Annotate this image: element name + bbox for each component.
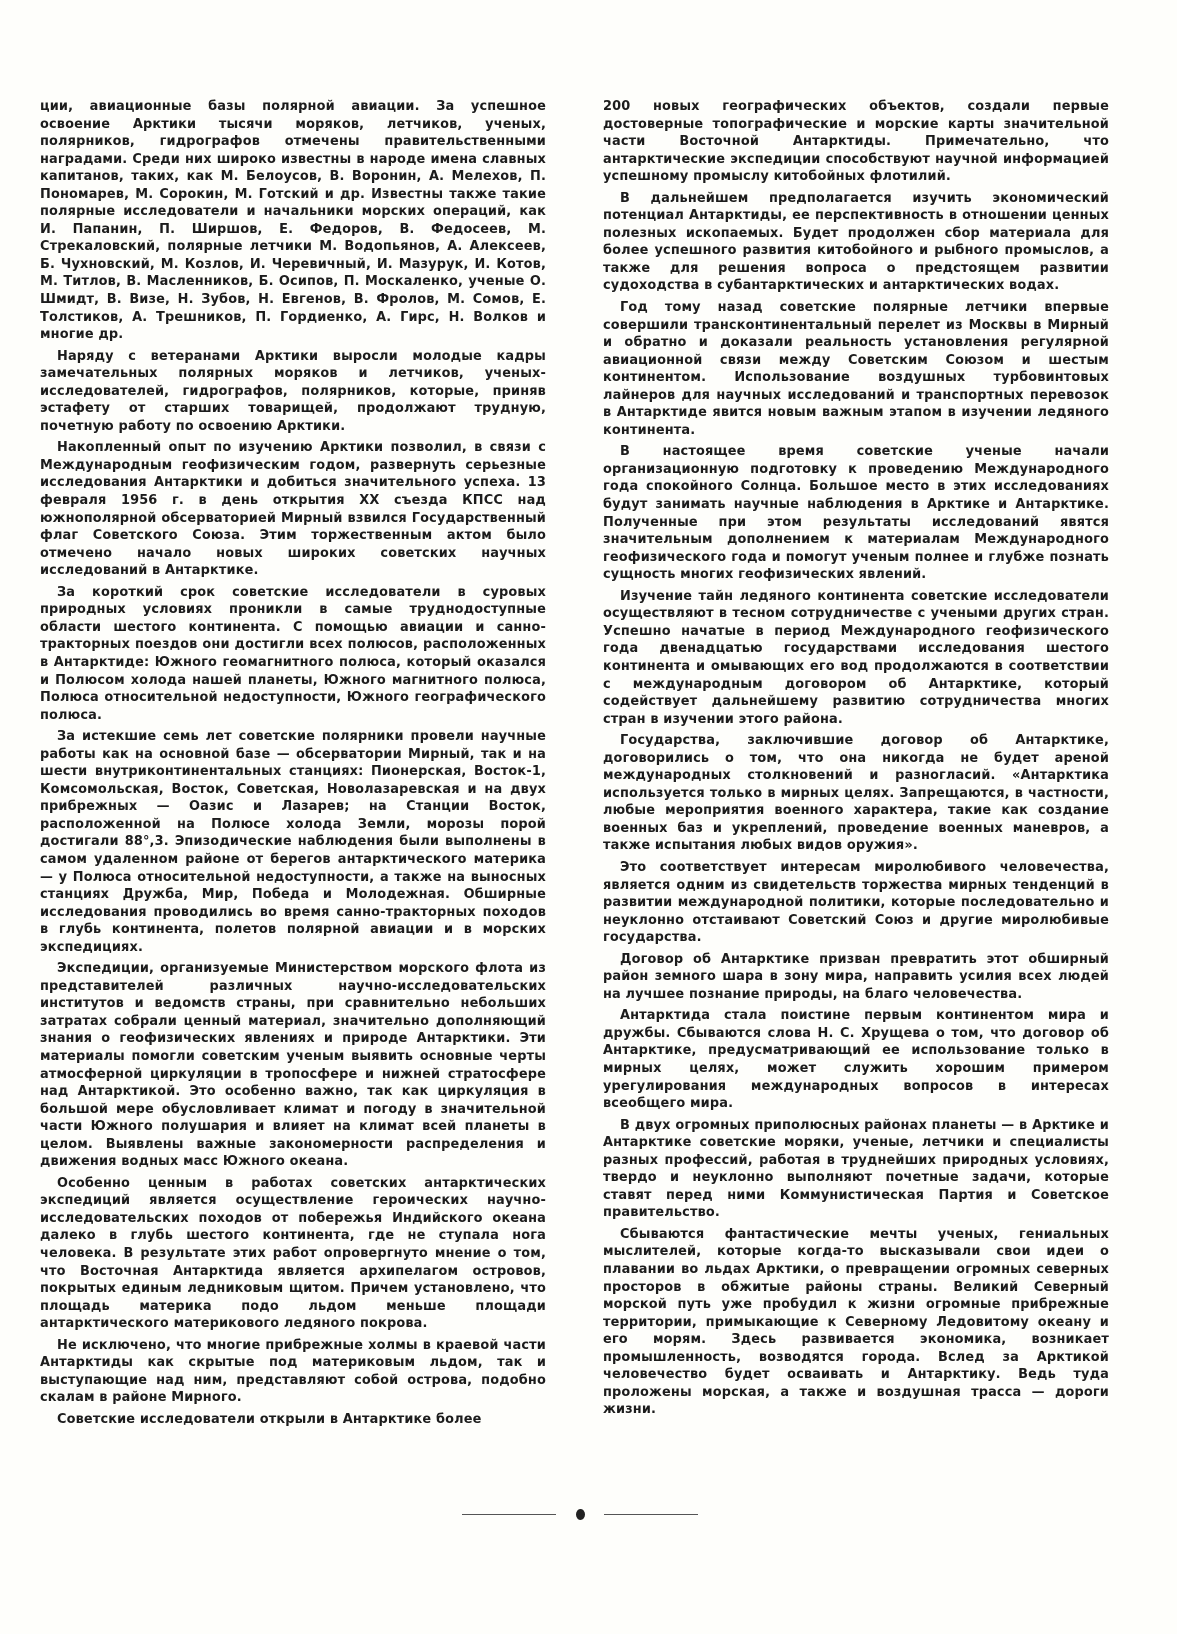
paragraph: 200 новых географических объектов, создали первые достоверные топографические и морские карты значительной части Восточной Антарктиды. Примечательно, что антарктические экспедиции способствуют научной информацией успешному промыслу китобойных флотилий. [603, 99, 1109, 185]
paragraph: ции, авиационные базы полярной авиации. За успешное освоение Арктики тысячи моряков, летчиков, ученых, полярников, гидрографов отмечены правительственными наградами. Среди них широко известны в народе имена славных капитанов, таких, как М. Белоусов, В. Воронин, А. Мелехов, П. Пономарев, М. Сорокин, М. Готский и др. Известны также такие полярные исследователи и начальники морских операций, как И. Папанин, П. Ширшов, Е. Федоров, В. Федосеев, М. Стрекаловский, полярные летчики М. Водопьянов, А. Алексеев, Б. Чухновский, М. Козлов, И. Черевичный, И. Мазурук, И. Котов, М. Титлов, В. Масленников, Б. Осипов, П. Москаленко, ученые О. Шмидт, В. Визе, Н. Зубов, Н. Евгенов, В. Фролов, М. Сомов, Е. Толстиков, А. Трешников, П. Гордиенко, А. Гирс, Н. Волков и многие др. [40, 99, 546, 343]
right-column [603, 98, 1109, 1423]
paragraph: Наряду с ветеранами Арктики выросли молодые кадры замечательных полярных моряков и летчиков, ученых-исследователей, гидрографов, полярников, которые, приняв эстафету от старших товарищей, продолжают трудную, почетную работу по освоению Арктики. [40, 348, 546, 434]
paragraph: В дальнейшем предполагается изучить экономический потенциал Антарктиды, ее перспективность в отношении ценных полезных ископаемых. Будет продолжен сбор материала для более успешного развития китобойного и рыбного промыслов, а также для решения вопроса о предстоящем развитии судоходства в субантарктических и антарктических водах. [603, 190, 1109, 294]
paragraph: Особенно ценным в работах советских антарктических экспедиций является осуществление героических научно-исследовательских походов от побережья Индийского океана далеко в глубь шестого континента, где не ступала нога человека. В результате этих работ опровергнуто мнение о том, что Восточная Антарктида является архипелагом островов, покрытых единым ледниковым щитом. Причем установлено, что площадь материка подо льдом меньше площади антарктического материкового ледяного покрова. [40, 1175, 546, 1332]
paragraph: Сбываются фантастические мечты ученых, гениальных мыслителей, которые когда-то высказывали свои идеи о плавании во льдах Арктики, о превращении огромных северных просторов в обжитые районы страны. Великий Северный морской путь уже пробудил к жизни огромные прибрежные территории, примыкающие к Северному Ледовитому океану и его морям. Здесь развивается экономика, возникает промышленность, возводятся города. Вслед за Арктикой человечество будет осваивать и Антарктику. Ведь туда проложены морская, а также и воздушная трасса — дороги жизни. [603, 1226, 1109, 1418]
paragraph: Советские исследователи открыли в Антарктике более [57, 1411, 482, 1427]
ornament-line-right [604, 1514, 698, 1515]
paragraph: За короткий срок советские исследователи в суровых природных условиях проникли в самые труднодоступные области шестого континента. С помощью авиации и санно-тракторных поездов они достигли всех полюсов, расположенных в Антарктиде: Южного геомагнитного полюса, который оказался и Полюсом холода нашей планеты, Южного магнитного полюса, Полюса относительной недоступности, Южного географического полюса. [40, 584, 546, 723]
paragraph: Договор об Антарктике призван превратить этот обширный район земного шара в зону мира, направить усилия всех людей на лучшее познание природы, на благо человечества. [603, 951, 1109, 1002]
paragraph: Год тому назад советские полярные летчики впервые совершили трансконтинентальный перелет из Москвы в Мирный и обратно и доказали реальность установления регулярной авиационной связи между Советским Союзом и шестым континентом. Использование воздушных турбовинтовых лайнеров для научных исследований и транспортных перевозок в Антарктиде явится новым важным этапом в изучении ледяного континента. [603, 300, 1109, 438]
paragraph: Государства, заключившие договор об Антарктике, договорились о том, что она никогда не будет ареной международных столкновений и разногласий. «Антарктика используется только в мирных целях. Запрещаются, в частности, любые мероприятия военного характера, такие как создание военных баз и укреплений, проведение военных маневров, а также испытания любых видов оружия». [603, 733, 1109, 854]
paragraph: Это соответствует интересам миролюбивого человечества, является одним из свидетельств торжества мирных тенденций в развитии международной политики, которые последовательно и неуклонно отстаивают Советский Союз и другие миролюбивые государства. [603, 859, 1109, 946]
paragraph: Антарктида стала поистине первым континентом мира и дружбы. Сбываются слова Н. С. Хрущева о том, что договор об Антарктике, предусматривающий ее использование только в мирных целях, может служить хорошим примером урегулирования международных вопросов в интересах всеобщего мира. [603, 1008, 1109, 1112]
page-footer-ornament [462, 1509, 698, 1519]
left-column [40, 98, 546, 1432]
page-ornament-dot-icon [576, 1509, 585, 1520]
paragraph: Экспедиции, организуемые Министерством морского флота из представителей различных научно-исследовательских институтов и ведомств страны, при сравнительно небольших затратах собрали ценный материал, значительно дополняющий знания о геофизических явлениях и природе Антарктики. Эти материалы помогли советским ученым выявить основные черты атмосферной циркуляции в тропосфере и нижней стратосфере над Антарктикой. Это особенно важно, так как циркуляция в большой мере обусловливает климат и погоду в значительной части Южного полушария и влияет на климат всей планеты в целом. Выявлены важные закономерности распределения и движения водных масс Южного океана. [40, 961, 546, 1170]
paragraph: В настоящее время советские ученые начали организационную подготовку к проведению Международного года спокойного Солнца. Большое место в этих исследованиях будут занимать научные наблюдения в Арктике и Антарктике. Полученные при этом результаты исследований явятся значительным дополнением к материалам Международного геофизического года и помогут ученым полнее и глубже познать сущность многих геофизических явлений. [603, 444, 1109, 583]
paragraph: Накопленный опыт по изучению Арктики позволил, в связи с Международным геофизическим годом, развернуть серьезные исследования Антарктики и добиться значительного успеха. 13 февраля 1956 г. в день открытия XX съезда КПСС над южнополярной обсерваторией Мирный взвился Государственный флаг Советского Союза. Этим торжественным актом было отмечено начало новых широких советских научных исследований в Антарктике. [40, 440, 546, 579]
paragraph: В двух огромных приполюсных районах планеты — в Арктике и Антарктике советские моряки, ученые, летчики и специалисты разных профессий, работая в труднейших природных условиях, твердо и неуклонно выполняют почетные задачи, которые ставят перед ними Коммунистическая Партия и Советское правительство. [603, 1117, 1109, 1221]
paragraph: За истекшие семь лет советские полярники провели научные работы как на основной базе — обсерватории Мирный, так и на шести внутриконтинентальных станциях: Пионерская, Восток-1, Комсомольская, Восток, Советская, Новолазаревская и на двух прибрежных — Оазис и Лазарев; на Станции Восток, расположенной на Полюсе холода Земли, морозы порой достигали 88°,3. Эпизодические наблюдения были выполнены в самом удаленном районе от берегов антарктического материка — у Полюса относительной недоступности, а также на выносных станциях Дружба, Мир, Победа и Молодежная. Обширные исследования проводились во время санно-тракторных походов в глубь континента, полетов полярной авиации и в морских экспедициях. [40, 729, 546, 955]
paragraph: Не исключено, что многие прибрежные холмы в краевой части Антарктиды как скрытые под материковым льдом, так и выступающие над ним, представляют собой острова, подобно скалам в районе Мирного. [40, 1337, 546, 1406]
paragraph: Изучение тайн ледяного континента советские исследователи осуществляют в тесном сотрудничестве с учеными других стран. Успешно начатые в период Международного геофизического года двенадцатью государствами исследования шестого континента и омывающих его вод продолжаются в соответствии с международным договором об Антарктике, который содействует дальнейшему развитию сотрудничества многих стран в изучении этого района. [603, 588, 1109, 727]
ornament-line-left [462, 1514, 556, 1515]
